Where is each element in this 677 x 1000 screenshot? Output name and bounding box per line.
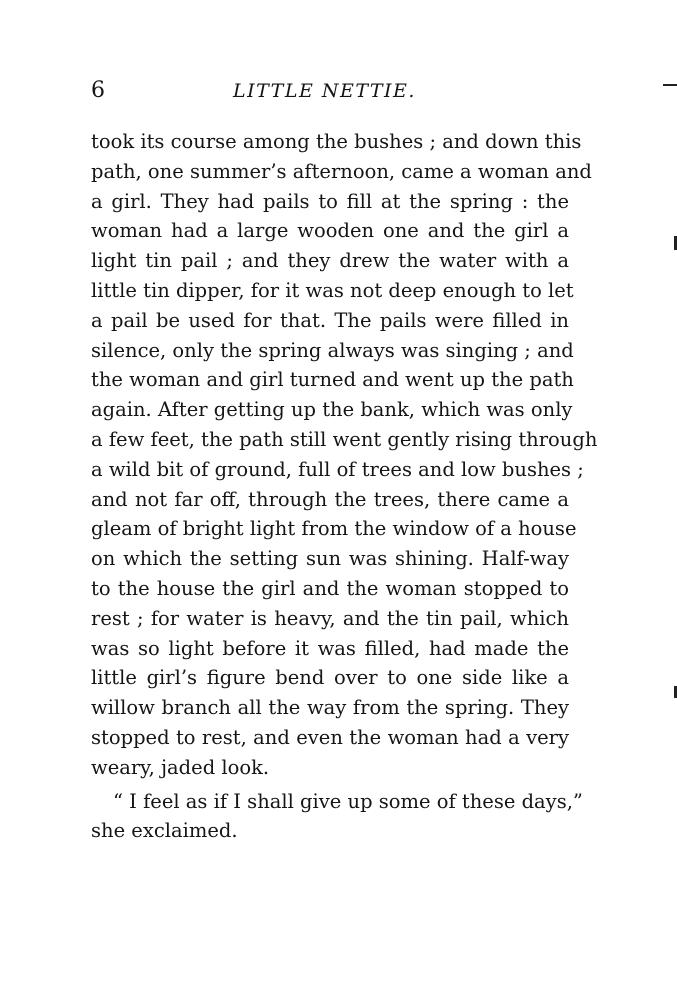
page-number: 6 xyxy=(91,78,105,103)
text-line: stopped to rest, and even the woman had a very xyxy=(91,725,569,749)
text-line: weary, jaded look. xyxy=(91,755,270,779)
running-head: LITTLE NETTIE. xyxy=(233,80,416,102)
text-line: a pail be used for that. The pails were filled in xyxy=(91,308,569,332)
text-line: the woman and girl turned and went up the path xyxy=(91,368,574,392)
text-line: silence, only the spring always was singing ; and xyxy=(91,338,574,362)
text-line: light tin pail ; and they drew the water with a xyxy=(91,249,569,273)
text-line: woman had a large wooden one and the girl a xyxy=(91,219,569,243)
text-line: rest ; for water is heavy, and the tin pail, which xyxy=(91,606,569,630)
body-text xyxy=(91,127,598,846)
text-line: and not far off, through the trees, there came a xyxy=(91,487,569,511)
text-line: a wild bit of ground, full of trees and low bushes ; xyxy=(91,457,584,481)
text-line: a few feet, the path still went gently rising through xyxy=(91,427,598,451)
page-header xyxy=(91,76,575,106)
scan-mark xyxy=(663,84,677,86)
text-line: path, one summer’s afternoon, came a woman and xyxy=(91,159,592,183)
text-line: little girl’s figure bend over to one side like a xyxy=(91,666,569,690)
text-line: to the house the girl and the woman stopped to xyxy=(91,576,569,600)
text-line: she exclaimed. xyxy=(91,819,238,843)
text-line: gleam of bright light from the window of a house xyxy=(91,517,577,541)
text-line: again. After getting up the bank, which was only xyxy=(91,398,573,422)
text-line: “ I feel as if I shall give up some of these days,” xyxy=(113,789,583,813)
text-line: little tin dipper, for it was not deep enough to let xyxy=(91,278,574,302)
paragraph-2 xyxy=(91,787,583,847)
text-line: took its course among the bushes ; and down this xyxy=(91,130,582,153)
text-line: willow branch all the way from the spring. They xyxy=(91,696,569,720)
text-line: a girl. They had pails to fill at the spring : the xyxy=(91,189,569,213)
text-line: was so light before it was filled, had made the xyxy=(91,636,569,660)
paragraph-1 xyxy=(91,127,598,783)
text-line: on which the setting sun was shining. Half-way xyxy=(91,547,569,571)
